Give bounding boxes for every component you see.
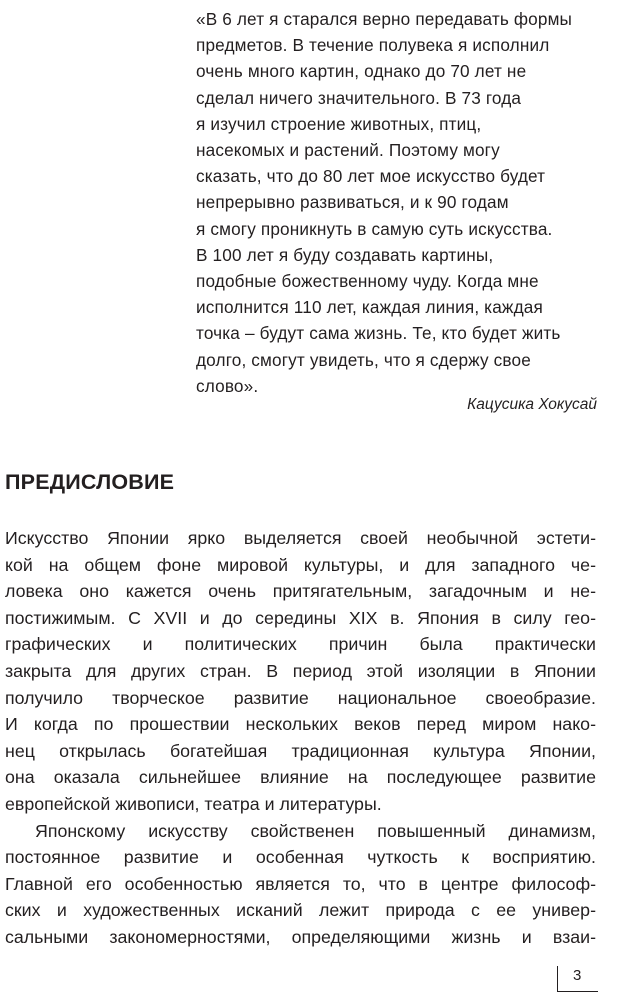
section-title: ПРЕДИСЛОВИЕ [5,470,175,494]
epigraph-line: подобные божественному чуду. Когда мне [196,271,539,292]
body-line: сальными закономерностями, определяющими жизнь и взаи- [5,926,596,947]
body-line: И когда по прошествии нескольких веков перед миром нако- [5,714,596,735]
epigraph-line: сказать, что до 80 лет мое искусство будет [196,166,546,187]
body-line: нец открылась богатейшая традиционная культура Японии, [5,740,596,761]
body-line: ловека оно кажется очень притягательным, загадочным и не- [5,581,596,602]
body-line: кой на общем фоне мировой культуры, и для западного че- [5,554,596,575]
epigraph-line: «В 6 лет я старался верно передавать формы [196,9,573,29]
epigraph-line: предметов. В течение полувека я исполнил [196,35,550,56]
page-number: 3 [573,967,582,984]
epigraph-line: точка – будут сама жизнь. Те, кто будет жить [196,323,561,344]
epigraph-line: я смогу проникнуть в самую суть искусства. [196,218,553,239]
epigraph-line: насекомых и растений. Поэтому могу [196,140,500,161]
epigraph-line: исполнится 110 лет, каждая линия, каждая [196,297,543,318]
epigraph-line: долго, смогут увидеть, что я сдержу свое [196,349,531,370]
epigraph-line: В 100 лет я буду создавать картины, [196,244,494,265]
body-line: европейской живописи, театра и литературы. [5,793,382,814]
body-line: закрыта для других стран. В период этой изоляции в Японии [5,660,596,681]
epigraph [196,6,601,399]
body-line: она оказала сильнейшее влияние на последующее развитие [5,767,596,788]
epigraph-author: Кацусика Хокусай [467,396,597,413]
epigraph-line: очень много картин, однако до 70 лет не [196,61,527,82]
epigraph-line: непрерывно развиваться, и к 90 годам [196,192,509,213]
epigraph-line: сделал ничего значительного. В 73 года [196,87,522,108]
body-line: Главной его особенностью является то, что в центре философ- [5,873,596,894]
body-line: постоянное развитие и особенная чуткость к восприятию. [5,847,596,868]
body-line: ских и художественных исканий лежит природа с ее универ- [5,900,596,921]
body-line: графических и политических причин была практически [5,634,596,655]
body-line: постижимым. С XVII и до середины XIX в. Япония в силу гео- [5,607,596,628]
body-line: Японскому искусству свойственен повышенный динамизм, [35,820,596,841]
body-line: получило творческое развитие национальное своеобразие. [5,687,596,708]
epigraph-line: я изучил строение животных, птиц, [196,113,482,134]
body-line: Искусство Японии ярко выделяется своей необычной эстети- [5,528,596,548]
body-text [5,525,596,951]
epigraph-line: слово». [196,375,259,396]
